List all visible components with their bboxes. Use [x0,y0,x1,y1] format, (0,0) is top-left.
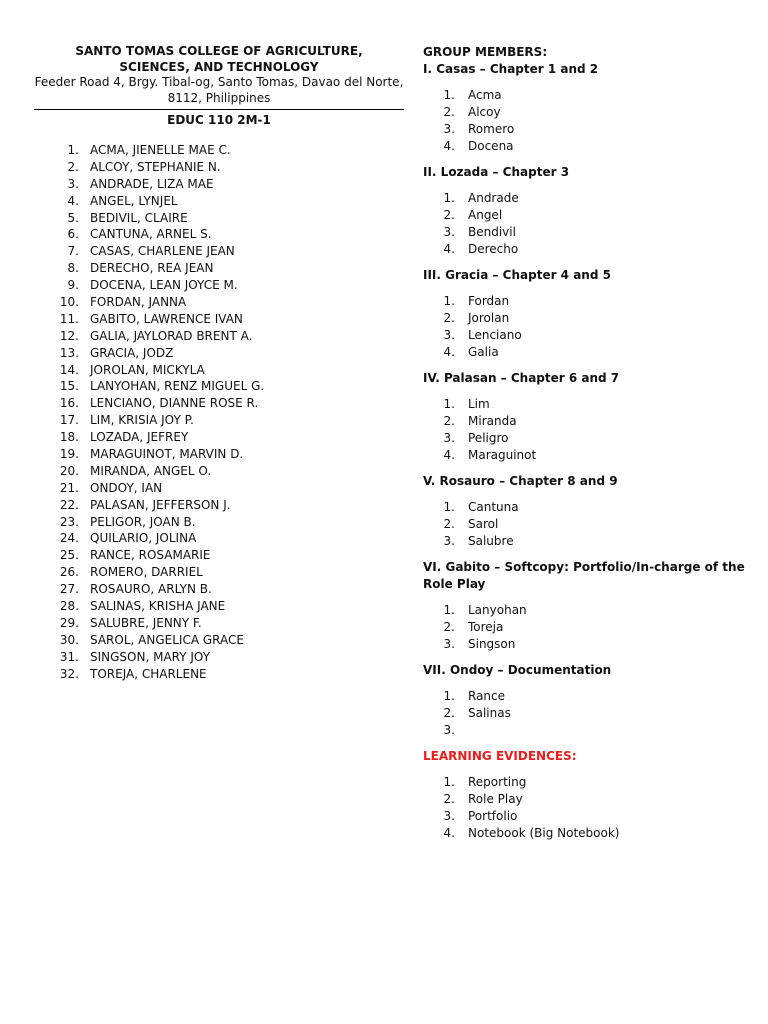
group-member [423,121,753,138]
roster-row [34,277,404,294]
roster-number: 23. [59,514,79,529]
school-address-line-1: Feeder Road 4, Brgy. Tibal-og, Santo Tomas, Davao del Norte, [34,75,404,89]
member-name: Galia [468,345,499,359]
member-name: Maraguinot [468,448,537,462]
group-section [423,267,753,361]
roster-row [34,581,404,598]
evidence-item [423,808,753,825]
roster-student-name: LENCIANO, DIANNE ROSE R. [90,396,259,411]
member-number: 1. [443,294,455,308]
member-number: 1. [443,191,455,205]
member-name: Fordan [468,294,510,308]
student-roster [34,142,404,683]
roster-row [34,463,404,480]
roster-row [34,328,404,345]
roster-number: 7. [67,244,79,259]
roster-student-name: PALASAN, JEFFERSON J. [90,497,231,512]
roster-number: 2. [67,159,79,174]
member-number: 3. [443,431,455,445]
roster-student-name: GABITO, LAWRENCE IVAN [90,311,243,326]
roster-number: 13. [59,345,79,360]
learning-evidences-list [423,774,753,842]
roster-row [34,176,404,193]
member-name: Alcoy [468,105,501,119]
member-name: Rance [468,689,506,703]
roster-student-name: SALUBRE, JENNY F. [90,615,202,630]
evidence-number: 2. [443,792,455,806]
roster-student-name: MARAGUINOT, MARVIN D. [90,447,244,462]
roster-student-name: QUILARIO, JOLINA [90,531,197,546]
member-number: 4. [443,345,455,359]
member-number: 2. [443,105,455,119]
member-number: 1. [443,603,455,617]
member-name: Jorolan [468,311,510,325]
evidence-number: 1. [443,775,455,789]
groups-container [423,61,753,739]
roster-row [34,615,404,632]
member-number: 2. [443,414,455,428]
roster-student-name: FORDAN, JANNA [90,295,187,310]
member-number: 2. [443,311,455,325]
roster-row [34,649,404,666]
roster-student-name: CASAS, CHARLENE JEAN [90,244,235,259]
roster-row [34,378,404,395]
roster-row [34,547,404,564]
group-title: IV. Palasan – Chapter 6 and 7 [423,371,620,385]
roster-row [34,243,404,260]
member-number: 1. [443,88,455,102]
roster-student-name: SAROL, ANGELICA GRACE [90,632,244,647]
roster-row [34,294,404,311]
right-column [423,44,753,851]
course-code: EDUC 110 2M-1 [167,113,271,127]
roster-number: 18. [59,430,79,445]
roster-row [34,193,404,210]
roster-row [34,429,404,446]
group-member [423,87,753,104]
roster-student-name: ALCOY, STEPHANIE N. [90,159,221,174]
member-name: Singson [468,637,516,651]
member-number: 2. [443,620,455,634]
roster-row [34,412,404,429]
roster-student-name: TOREJA, CHARLENE [90,666,207,681]
group-member [423,413,753,430]
roster-student-name: GRACIA, JODZ [90,345,174,360]
roster-number: 28. [59,599,79,614]
member-number: 3. [443,723,455,737]
roster-number: 3. [67,176,79,191]
group-section [423,164,753,258]
group-member-list [423,602,753,653]
roster-student-name: ACMA, JIENELLE MAE C. [90,143,231,157]
group-member-list [423,396,753,464]
evidence-label: Role Play [468,792,523,806]
school-address-line-2: 8112, Philippines [167,90,271,105]
roster-row [34,311,404,328]
roster-student-name: BEDIVIL, CLAIRE [90,210,188,225]
roster-row [34,666,404,683]
group-member-list [423,87,753,155]
member-number: 1. [443,689,455,703]
roster-number: 20. [59,463,79,478]
group-member [423,344,753,361]
group-title: I. Casas – Chapter 1 and 2 [423,62,599,76]
evidence-item [423,825,753,842]
roster-number: 25. [59,548,79,563]
group-title: V. Rosauro – Chapter 8 and 9 [423,474,618,488]
roster-number: 19. [59,447,79,462]
member-number: 2. [443,517,455,531]
roster-number: 5. [67,210,79,225]
group-member [423,207,753,224]
roster-student-name: CANTUNA, ARNEL S. [90,227,212,242]
roster-number: 30. [59,632,79,647]
roster-student-name: ONDOY, IAN [90,480,163,495]
member-number: 4. [443,448,455,462]
group-section [423,662,753,739]
member-number: 3. [443,225,455,239]
evidence-label: Reporting [468,775,527,789]
roster-row [34,632,404,649]
roster-row [34,142,404,159]
member-number: 3. [443,328,455,342]
group-member [423,619,753,636]
group-title: III. Gracia – Chapter 4 and 5 [423,268,611,282]
member-number: 2. [443,208,455,222]
roster-number: 6. [67,227,79,242]
group-member [423,241,753,258]
group-member [423,396,753,413]
member-number: 3. [443,637,455,651]
roster-student-name: ANGEL, LYNJEL [90,193,178,208]
member-name: Docena [468,139,514,153]
roster-student-name: GALIA, JAYLORAD BRENT A. [90,328,253,343]
member-name: Peligro [468,431,509,445]
roster-number: 29. [59,615,79,630]
member-name: Cantuna [468,500,519,514]
group-member [423,224,753,241]
group-section [423,370,753,464]
roster-number: 21. [59,480,79,495]
member-number: 3. [443,534,455,548]
group-section [423,473,753,550]
roster-row [34,260,404,277]
evidence-number: 3. [443,809,455,823]
roster-row [34,514,404,531]
member-name: Angel [468,208,503,222]
roster-number: 14. [59,362,79,377]
roster-student-name: PELIGOR, JOAN B. [90,514,196,529]
group-member [423,430,753,447]
roster-row [34,480,404,497]
member-name: Toreja [468,620,504,634]
roster-row [34,159,404,176]
school-name-line-2: SCIENCES, AND TECHNOLOGY [119,59,319,74]
evidence-item [423,791,753,808]
roster-number: 26. [59,565,79,580]
member-number: 4. [443,242,455,256]
roster-student-name: MIRANDA, ANGEL O. [90,463,212,478]
roster-student-name: DOCENA, LEAN JOYCE M. [90,278,238,293]
roster-number: 16. [59,396,79,411]
group-member [423,705,753,722]
group-member [423,499,753,516]
member-name: Lanyohan [468,603,527,617]
roster-row [34,497,404,514]
evidence-label: Portfolio [468,809,518,823]
member-number: 2. [443,706,455,720]
roster-student-name: LIM, KRISIA JOY P. [90,413,194,428]
group-title: VII. Ondoy – Documentation [423,663,612,677]
roster-number: 1. [67,143,79,157]
roster-student-name: LOZADA, JEFREY [90,430,189,445]
member-number: 1. [443,397,455,411]
member-name: Acma [468,88,502,102]
evidence-label: Notebook (Big Notebook) [468,826,620,840]
member-number: 1. [443,500,455,514]
roster-student-name: LANYOHAN, RENZ MIGUEL G. [90,379,265,394]
group-section [423,559,753,653]
roster-number: 24. [59,531,79,546]
roster-student-name: SINGSON, MARY JOY [90,649,211,664]
member-name: Lim [468,397,490,411]
roster-row [34,210,404,227]
member-name: Salubre [468,534,514,548]
member-number: 3. [443,122,455,136]
group-member [423,722,753,739]
member-name: Romero [468,122,515,136]
roster-student-name: SALINAS, KRISHA JANE [90,599,226,614]
school-header [34,44,404,106]
roster-number: 10. [59,295,79,310]
group-member [423,310,753,327]
roster-student-name: ROSAURO, ARLYN B. [90,582,212,597]
roster-student-name: ROMERO, DARRIEL [90,565,203,580]
roster-number: 4. [67,193,79,208]
group-member [423,688,753,705]
roster-number: 27. [59,582,79,597]
group-member-list [423,499,753,550]
group-member [423,190,753,207]
roster-number: 17. [59,413,79,428]
roster-student-name: DERECHO, REA JEAN [90,261,214,276]
roster-student-name: RANCE, ROSAMARIE [90,548,211,563]
group-member-list [423,293,753,361]
group-member-list [423,190,753,258]
evidence-number: 4. [443,826,455,840]
roster-row [34,345,404,362]
roster-number: 9. [67,278,79,293]
group-member [423,138,753,155]
group-member [423,533,753,550]
left-column [34,44,404,683]
evidence-item [423,774,753,791]
roster-number: 8. [67,261,79,276]
member-name: Lenciano [468,328,522,342]
roster-number: 31. [59,649,79,664]
roster-number: 12. [59,328,79,343]
group-members-title: GROUP MEMBERS: [423,45,548,59]
group-member [423,602,753,619]
group-member [423,516,753,533]
group-member [423,104,753,121]
roster-row [34,226,404,243]
header-divider [34,109,404,110]
school-name-line-1: SANTO TOMAS COLLEGE OF AGRICULTURE, [75,44,363,58]
group-title: VI. Gabito – Softcopy: Portfolio/In-charge of the Role Play [423,560,745,591]
roster-row [34,362,404,379]
member-name: Miranda [468,414,517,428]
roster-row [34,530,404,547]
roster-number: 11. [59,311,79,326]
learning-evidences-title: LEARNING EVIDENCES: [423,749,577,763]
group-member [423,447,753,464]
roster-row [34,446,404,463]
member-name: Salinas [468,706,511,720]
roster-number: 15. [59,379,79,394]
roster-student-name: ANDRADE, LIZA MAE [90,176,214,191]
member-name: Derecho [468,242,519,256]
member-number: 4. [443,139,455,153]
group-member [423,636,753,653]
member-name: Bendivil [468,225,516,239]
group-title: II. Lozada – Chapter 3 [423,165,570,179]
roster-student-name: JOROLAN, MICKYLA [90,362,205,377]
group-member [423,327,753,344]
roster-row [34,395,404,412]
roster-row [34,564,404,581]
roster-number: 32. [59,666,79,681]
roster-number: 22. [59,497,79,512]
group-section [423,61,753,155]
member-name: Andrade [468,191,519,205]
group-member-list [423,688,753,739]
group-member [423,293,753,310]
roster-row [34,598,404,615]
member-name: Sarol [468,517,499,531]
